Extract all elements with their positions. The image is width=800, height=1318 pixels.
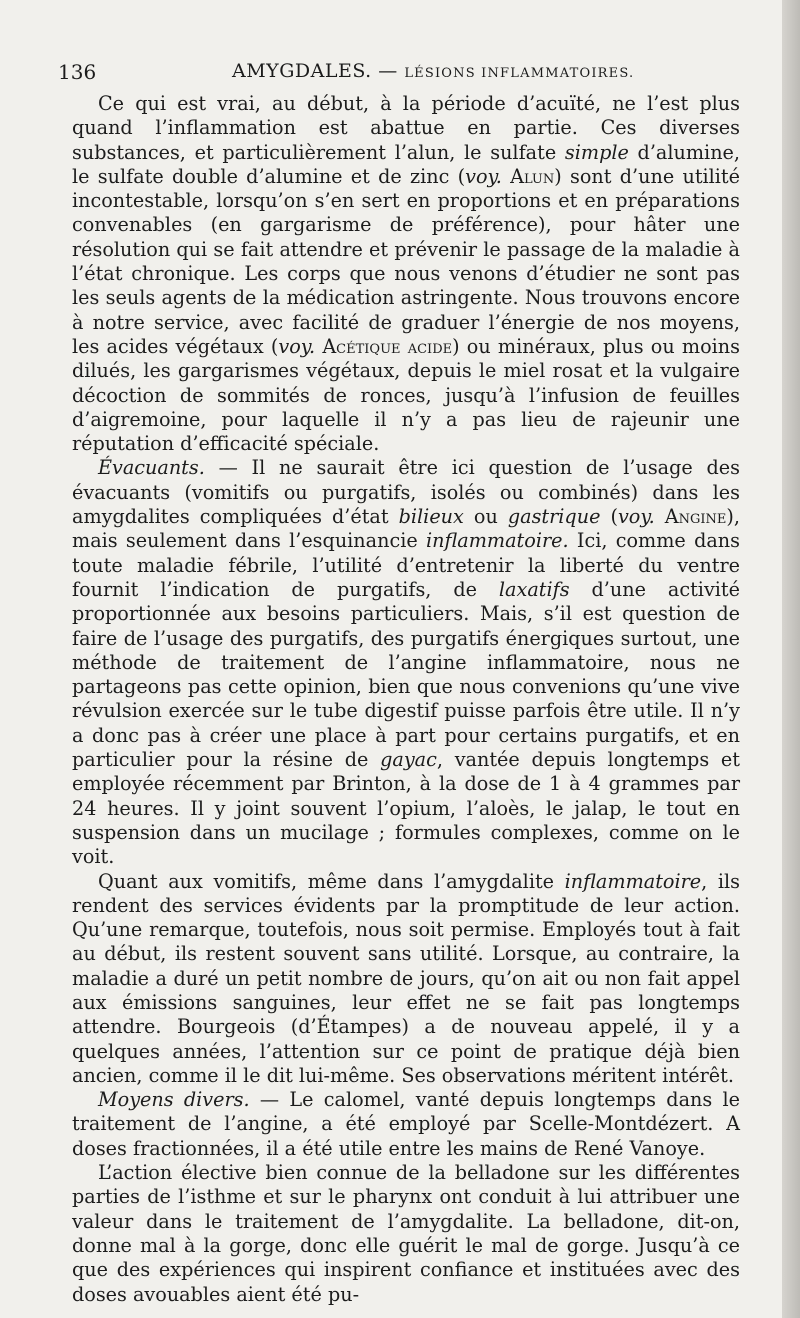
italic-run: simple xyxy=(564,140,629,164)
italic-run: inflammatoire. xyxy=(426,529,569,553)
paragraph xyxy=(72,1161,740,1307)
text-run: , vantée depuis longtemps et employée récemment par Brinton, à la dose de 1 à 4 grammes par 24 heures. Il y joint souvent l’opium, l’aloès, le jalap, le tout en suspension dans un mucilage ; formules complexes, comme on le voit. xyxy=(72,748,740,869)
body-text xyxy=(72,92,740,1307)
page-number: 136 xyxy=(58,60,97,84)
paragraph xyxy=(72,456,740,869)
text-run: d’une activité proportionnée aux besoins particuliers. Mais, s’il est question de faire de l’usage des purgatifs, des purgatifs énergiques surtout, une méthode de traitement de l’angine inflammatoire, nous ne partageons pas cette opinion, bien que nous convenions qu’une vive révulsion exercée sur le tube digestif puisse parfois être utile. Il n’y a donc pas à créer une place à part pour certains purgatifs, et en particulier pour la résine de xyxy=(72,577,740,772)
small-caps-run: Acétique acide xyxy=(322,334,453,358)
text-run: ) ou minéraux, plus ou moins dilués, les gargarismes végétaux, depuis le miel rosat et la vulgaire décoction de sommités de ronces, jusqu’à l’infusion de feuilles d’aigremoine, pour laquelle il n’y a pas lieu de rajeunir une réputation d’efficacité spéciale. xyxy=(72,334,740,456)
text-run: Ce qui est vrai, au début, à la période d’acuïté, ne l’est plus quand l’inflammation est abattue en partie. Ces diverses substances, et particulièrement l’alun, le sulfate xyxy=(72,92,740,164)
text-run: Quant aux vomitifs, même dans l’amygdalite xyxy=(98,869,565,893)
italic-run: voy. xyxy=(465,164,502,188)
text-run: Ici, comme dans toute maladie fébrile, l’utilité d’entretenir la liberté du ventre fournit l’indication de purgatifs, de xyxy=(72,529,741,601)
running-title xyxy=(232,60,634,82)
text-run xyxy=(655,505,665,528)
paragraph xyxy=(72,1088,740,1161)
text-run: ), mais seulement dans l’esquinancie xyxy=(72,505,741,553)
italic-run: gayac xyxy=(380,748,437,772)
text-run: , ils rendent des services évidents par la promptitude de leur action. Qu’une remarque, toutefois, nous soit permise. Employés tout à fait au début, ils restent souvent sans utilité. Lorsque, au contraire, la maladie a duré un petit nombre de jours, qu’on ait ou non fait appel aux émissions sanguines, leur effet ne se fait pas longtemps attendre. Bourgeois (d’Étampes) a de nouveau appelé, il y a quelques années, l’attention sur ce point de pratique déjà bien ancien, comme il le dit lui-même. Ses observations méritent intérêt. xyxy=(72,869,740,1087)
italic-run: laxatifs xyxy=(498,577,570,601)
text-run: — Le calomel, vanté depuis longtemps dans le traitement de l’angine, a été employé par Scelle-Montdézert. A doses fractionnées, il a été utile entre les mains de René Vanoye. xyxy=(72,1088,740,1160)
text-run xyxy=(502,165,510,188)
running-title-dash: — xyxy=(371,60,405,82)
text-run: ou xyxy=(463,505,508,529)
italic-run: voy. xyxy=(278,334,316,358)
text-run: d’alumine, le sulfate double d’alumine et de zinc ( xyxy=(72,140,741,188)
small-caps-run: Angine xyxy=(664,505,727,529)
text-run: ( xyxy=(600,505,618,529)
text-run: ) sont d’une utilité incontestable, lorsqu’on s’en sert en proportions et en préparations convenables (en gargarisme de préférence), pour hâter une résolution qui se fait attendre et prévenir le passage de la maladie à l’état chronique. Les corps que nous venons d’étudier ne sont pas les seuls agents de la médication astringente. Nous trouvons encore à notre service, avec facilité de graduer l’énergie de nos moyens, les acides végétaux ( xyxy=(72,164,740,358)
paragraph xyxy=(72,92,740,456)
running-title-main: AMYGDALES. xyxy=(232,60,372,82)
text-run: — Il ne saurait être ici question de l’usage des évacuants (vomitifs ou purgatifs, isolés ou combinés) dans les amygdalites compliquées d’état xyxy=(72,456,740,529)
italic-run: Moyens divers. xyxy=(98,1088,250,1112)
text-run: L’action élective bien connue de la belladone sur les différentes parties de l’isthme et sur le pharynx ont conduit à lui attribuer une valeur dans le traitement de l’amygdalite. La belladone, dit-on, donne mal à la gorge, donc elle guérit le mal de gorge. Jusqu’à ce que des expériences qui inspirent confiance et instituées avec des doses avouables aient été pu- xyxy=(72,1161,740,1306)
running-header xyxy=(44,60,744,88)
italic-run: Évacuants. xyxy=(98,456,205,480)
italic-run: gastrique xyxy=(507,505,601,529)
italic-run: inflammatoire xyxy=(564,869,702,893)
page-gutter xyxy=(782,0,800,1318)
paragraph xyxy=(72,870,740,1089)
small-caps-run: Alun xyxy=(510,164,555,188)
running-title-sub: LÉSIONS INFLAMMATOIRES. xyxy=(404,66,635,81)
italic-run: bilieux xyxy=(398,505,464,529)
italic-run: voy. xyxy=(617,505,655,529)
